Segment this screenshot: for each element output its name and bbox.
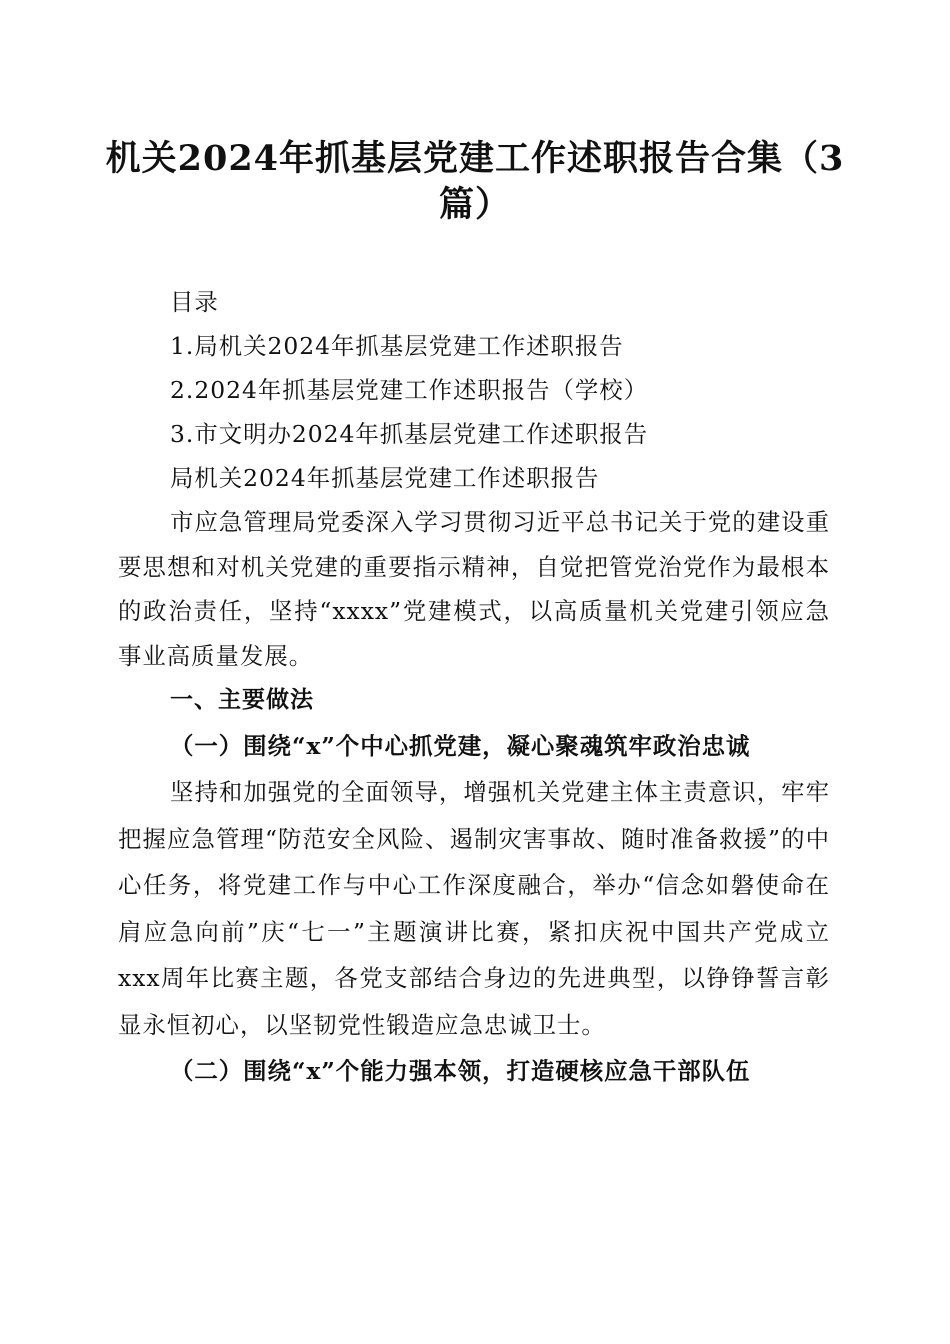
- toc-item-1: 1.局机关2024年抓基层党建工作述职报告: [170, 332, 624, 360]
- intro-paragraph: 市应急管理局党委深入学习贯彻习近平总书记关于党的建设重要思想和对机关党建的重要指示精神，自觉把管党治党作为最根本的政治责任，坚持“xxxx”党建模式，以高质量机关党建引领应急事业高质量发展。: [118, 508, 830, 670]
- toc-item-3: 3.市文明办2024年抓基层党建工作述职报告: [170, 420, 649, 448]
- document-body: [118, 280, 830, 1094]
- subheading-2: （二）围绕“x”个能力强本领，打造硬核应急干部队伍: [170, 1057, 751, 1085]
- subheading-1: （一）围绕“x”个中心抓党建，凝心聚魂筑牢政治忠诚: [170, 732, 751, 760]
- document-title: 机关2024年抓基层党建工作述职报告合集（3篇）: [105, 138, 845, 225]
- toc-label: 目录: [170, 288, 219, 316]
- paragraph-2: 坚持和加强党的全面领导，增强机关党建主体主责意识，牢牢把握应急管理“防范安全风险、遏制灾害事故、随时准备救援”的中心任务，将党建工作与中心工作深度融合，举办“信念如磐使命在肩应急向前”庆“七一”主题演讲比赛，紧扣庆祝中国共产党成立xxx周年比赛主题，各党支部结合身边的先进典型，以铮铮誓言彰显永恒初心，以坚韧党性锻造应急忠诚卫士。: [118, 778, 830, 1039]
- section-title: 局机关2024年抓基层党建工作述职报告: [170, 464, 600, 492]
- toc-item-2: 2.2024年抓基层党建工作述职报告（学校）: [170, 376, 649, 404]
- heading-main-practices: 一、主要做法: [170, 687, 314, 713]
